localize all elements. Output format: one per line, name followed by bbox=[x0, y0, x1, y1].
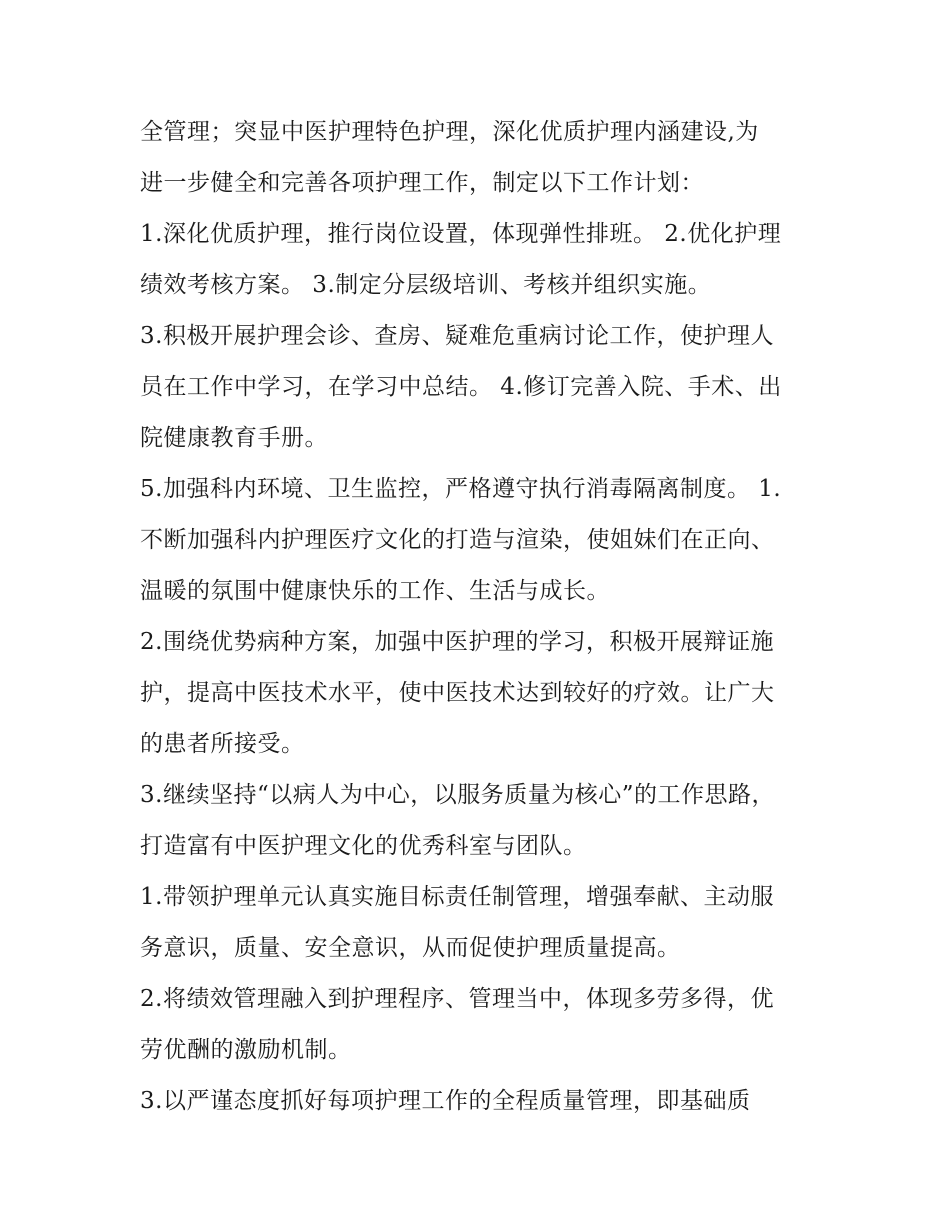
text-line: 5.加强科内环境、卫生监控，严格遵守执行消毒隔离制度。 1. bbox=[140, 476, 782, 502]
text-line: 员在工作中学习，在学习中总结。 4.修订完善入院、手术、出 bbox=[140, 374, 782, 400]
text-line: 1.带领护理单元认真实施目标责任制管理，增强奉献、主动服 bbox=[140, 884, 774, 910]
text-line: 的患者所接受。 bbox=[140, 731, 305, 757]
text-line: 3.以严谨态度抓好每项护理工作的全程质量管理，即基础质 bbox=[140, 1088, 751, 1114]
text-line: 2.围绕优势病种方案，加强中医护理的学习，积极开展辩证施 bbox=[140, 629, 774, 655]
text-line: 全管理；突显中医护理特色护理，深化优质护理内涵建设,为 bbox=[140, 119, 759, 145]
text-line: 进一步健全和完善各项护理工作，制定以下工作计划： bbox=[140, 170, 704, 196]
text-line: 院健康教育手册。 bbox=[140, 425, 328, 451]
text-line: 不断加强科内护理医疗文化的打造与渲染，使姐妹们在正向、 bbox=[140, 527, 775, 553]
text-line: 护，提高中医技术水平，使中医技术达到较好的疗效。让广大 bbox=[140, 680, 775, 706]
text-line: 1.深化优质护理，推行岗位设置，体现弹性排班。 2.优化护理 bbox=[140, 221, 782, 247]
text-line: 3.继续坚持“以病人为中心，以服务质量为核心”的工作思路， bbox=[140, 782, 775, 808]
text-line: 劳优酬的激励机制。 bbox=[140, 1037, 352, 1063]
document-body bbox=[140, 107, 820, 1127]
text-line: 温暖的氛围中健康快乐的工作、生活与成长。 bbox=[140, 578, 610, 604]
text-line: 2.将绩效管理融入到护理程序、管理当中，体现多劳多得，优 bbox=[140, 986, 774, 1012]
text-line: 绩效考核方案。 3.制定分层级培训、考核并组织实施。 bbox=[140, 272, 712, 298]
text-line: 3.积极开展护理会诊、查房、疑难危重病讨论工作，使护理人 bbox=[140, 323, 774, 349]
text-line: 务意识，质量、安全意识，从而促使护理质量提高。 bbox=[140, 935, 681, 961]
text-line: 打造富有中医护理文化的优秀科室与团队。 bbox=[140, 833, 587, 859]
